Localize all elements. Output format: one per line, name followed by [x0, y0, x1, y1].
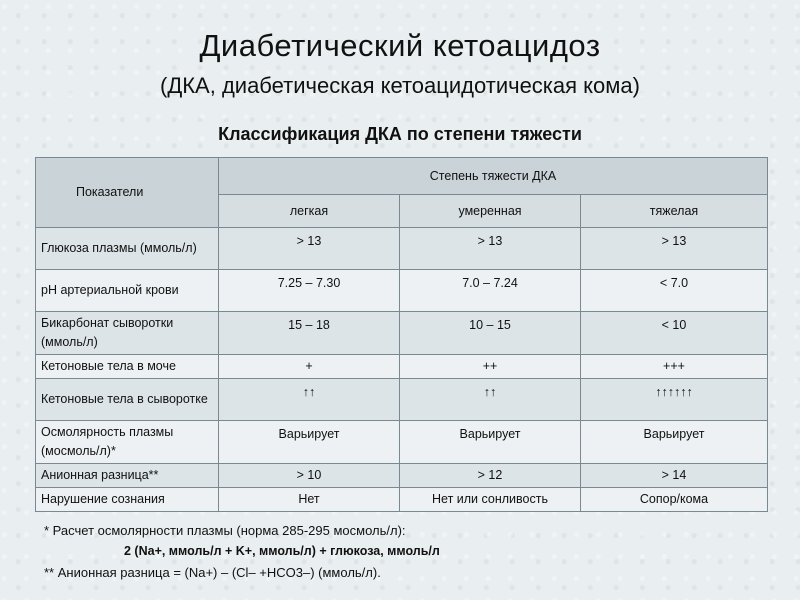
table-cell: ↑↑ — [400, 379, 581, 421]
table-cell: Нет или сонливость — [400, 488, 581, 512]
table-cell: ↑↑↑↑↑↑ — [581, 379, 768, 421]
table-cell: Нет — [219, 488, 400, 512]
row-label: Кетоновые тела в моче — [36, 355, 219, 379]
row-label: Кетоновые тела в сыворотке — [36, 379, 219, 421]
table-row — [36, 488, 768, 512]
page-title: Диабетический кетоацидоз — [199, 28, 601, 63]
row-label: pH артериальной крови — [36, 270, 219, 312]
table-row — [36, 355, 768, 379]
table-cell: 15 – 18 — [219, 312, 400, 355]
table-cell: ↑↑ — [219, 379, 400, 421]
header-level-severe: тяжелая — [581, 195, 768, 228]
table-cell: < 10 — [581, 312, 768, 355]
footnote-formula: 2 (Na+, ммоль/л + K+, ммоль/л) + глюкоза, ммоль/л — [124, 544, 440, 558]
table-cell: > 10 — [219, 464, 400, 488]
table-row — [36, 464, 768, 488]
row-label: Анионная разница** — [36, 464, 219, 488]
table-row — [36, 421, 768, 464]
table-cell: Варьирует — [400, 421, 581, 464]
table-cell: > 14 — [581, 464, 768, 488]
table-cell: ++ — [400, 355, 581, 379]
page-subtitle: (ДКА, диабетическая кетоацидотическая кома) — [160, 73, 640, 98]
table-cell: > 13 — [400, 228, 581, 270]
header-level-moderate: умеренная — [400, 195, 581, 228]
table-cell: Сопор/кома — [581, 488, 768, 512]
table-cell: 7.25 – 7.30 — [219, 270, 400, 312]
table-row — [36, 228, 768, 270]
table-title: Классификация ДКА по степени тяжести — [218, 124, 582, 144]
severity-table — [35, 157, 768, 512]
footnotes — [44, 520, 440, 583]
footnote-osmolarity: * Расчет осмолярности плазмы (норма 285-295 мосмоль/л): — [44, 523, 406, 538]
row-label: Осмолярность плазмы (мосмоль/л)* — [36, 421, 219, 464]
row-label: Бикарбонат сыворотки (ммоль/л) — [36, 312, 219, 355]
header-indicator: Показатели — [36, 158, 219, 228]
row-label: Глюкоза плазмы (ммоль/л) — [36, 228, 219, 270]
table-row — [36, 312, 768, 355]
table-cell: > 13 — [219, 228, 400, 270]
table-row — [36, 379, 768, 421]
table-cell: +++ — [581, 355, 768, 379]
header-level-mild: легкая — [219, 195, 400, 228]
table-cell: < 7.0 — [581, 270, 768, 312]
table-cell: 7.0 – 7.24 — [400, 270, 581, 312]
table-cell: + — [219, 355, 400, 379]
table-cell: Варьирует — [581, 421, 768, 464]
table-cell: 10 – 15 — [400, 312, 581, 355]
table-cell: Варьирует — [219, 421, 400, 464]
table-cell: > 12 — [400, 464, 581, 488]
table-row — [36, 270, 768, 312]
row-label: Нарушение сознания — [36, 488, 219, 512]
table-cell: > 13 — [581, 228, 768, 270]
header-severity: Степень тяжести ДКА — [219, 158, 768, 195]
footnote-anion-gap: ** Анионная разница = (Na+) – (Cl– +HCO3–) (ммоль/л). — [44, 565, 381, 580]
